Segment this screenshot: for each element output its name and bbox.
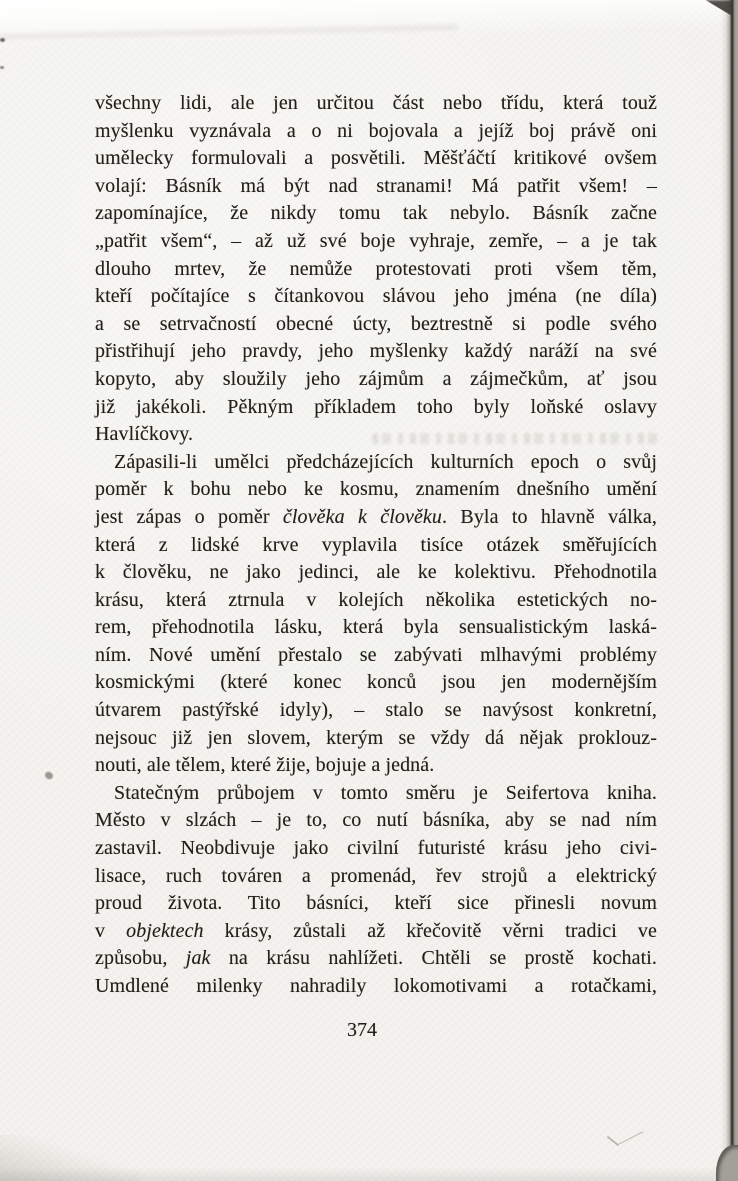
text-line (95, 945, 657, 973)
paper-speck (0, 66, 4, 69)
text-segment: kosmickými (které konec konců jsou jen modernějším (95, 671, 657, 694)
text-line (95, 918, 657, 946)
text-segment: Statečným průbojem v tomto směru je Seifertova kniha. (114, 781, 657, 804)
text-line (95, 504, 657, 532)
text-segment: . Byla to hlavně válka, (442, 505, 657, 528)
page-corner-bottom-right (716, 1145, 738, 1181)
text-segment: Havlíčkovy. (95, 423, 194, 446)
text-line (95, 725, 657, 753)
text-segment: nouti, ale tělem, které žije, bojuje a jedná. (95, 754, 435, 777)
text-segment: ním. Nové umění přestalo se zabývati mlhavými problémy (95, 643, 657, 666)
text-segment: zastavil. Neobdivuje jako civilní futuristé krásu jeho civi- (95, 837, 657, 860)
text-line (95, 118, 657, 146)
text-segment: na krásu nahlížeti. Chtěli se prostě kochati. (210, 947, 657, 970)
text-line (95, 780, 657, 808)
text-line (95, 173, 657, 201)
text-line (95, 559, 657, 587)
text-line (95, 614, 657, 642)
italic-text: jak (185, 947, 211, 970)
text-line (95, 642, 657, 670)
text-line (95, 394, 657, 422)
paper-speck (0, 38, 5, 42)
text-segment: všechny lidi, ale jen určitou část nebo třídu, která touž (95, 92, 657, 114)
text-segment: a se setrvačností obecné úcty, beztrestně si podle svého (95, 312, 657, 335)
text-segment: rem, přehodnotila lásku, která byla sensualistickým laská- (95, 616, 657, 639)
text-line (95, 256, 657, 284)
text-line (95, 807, 657, 835)
text-line (95, 366, 657, 394)
text-line (95, 890, 657, 918)
paper-speck (44, 771, 54, 780)
text-line (95, 669, 657, 697)
text-line (95, 697, 657, 725)
text-segment: způsobu, (95, 947, 186, 970)
text-segment: zapomínajíce, že nikdy tomu tak nebylo. Básník začne (95, 202, 657, 225)
page-curl-highlight (0, 0, 738, 50)
text-line (95, 752, 657, 780)
text-segment: proud života. Tito básníci, kteří sice přinesli novum (95, 892, 657, 915)
text-segment: nejsouc již jen slovem, kterým se vždy dá nějak proklouz- (95, 726, 657, 749)
italic-text: objektech (126, 919, 204, 942)
text-segment: volají: Básník má být nad stranami! Má patřit všem! – (95, 174, 657, 197)
text-line (95, 587, 657, 615)
text-line (95, 338, 657, 366)
text-segment: útvarem pastýřské idyly), – stalo se navýsost konkretní, (95, 699, 657, 722)
text-segment: myšlenku vyznávala a o ni bojovala a jejíž boj právě oni (95, 119, 657, 142)
page-edge-right (721, 0, 738, 1181)
text-line (95, 228, 657, 256)
text-segment: Město v slzách – je to, co nutí básníka, aby se nad ním (95, 809, 657, 832)
page-number: 374 (347, 1019, 377, 1041)
text-segment: přistřihují jeho pravdy, jeho myšlenky každý naráží na své (95, 340, 657, 363)
text-line (95, 835, 657, 863)
text-line (95, 532, 657, 560)
text-line (95, 90, 657, 118)
text-segment: v (95, 919, 127, 942)
text-segment: Umdlené milenky nahradily lokomotivami a rotačkami, (95, 975, 657, 997)
text-segment: jest zápas o poměr (95, 505, 283, 528)
text-segment: „patřit všem“, – až už své boje vyhraje, zemře, – a je tak (95, 229, 657, 252)
text-line (95, 449, 657, 477)
text-line (95, 200, 657, 228)
text-segment: kteří počítajíce s čítankovou slávou jeho jména (ne díla) (95, 285, 657, 308)
text-segment: kopyto, aby sloužily jeho zájmům a zájmečkům, ať jsou (95, 367, 657, 390)
text-line (95, 311, 657, 339)
text-line (95, 973, 657, 1001)
text-line (95, 476, 657, 504)
text-block (95, 90, 657, 1001)
bottom-left-shadow (0, 1135, 140, 1181)
text-segment: poměr k bohu nebo ke kosmu, znamením dnešního umění (95, 478, 657, 501)
text-segment: k člověku, ne jako jedinci, ale ke kolektivu. Přehodnotila (95, 561, 657, 584)
scratch-mark (616, 1131, 643, 1146)
text-line (95, 145, 657, 173)
text-segment: dlouho mrtev, že nemůže protestovati proti všem těm, (95, 257, 657, 280)
text-segment: umělecky formulovali a posvětili. Měšťáčtí kritikové ovšem (95, 147, 657, 170)
text-segment: krásy, zůstali až křečovitě věrni tradici ve (203, 919, 657, 942)
text-segment: krásu, která ztrnula v kolejích několika estetických no- (95, 588, 657, 611)
text-segment: která z lidské krve vyplavila tisíce otázek směřujících (95, 533, 657, 556)
italic-text: člověka k člověku (282, 505, 442, 528)
text-line (95, 863, 657, 891)
text-segment: již jakékoli. Pěkným příkladem toho byly loňské oslavy (95, 395, 657, 418)
text-segment: lisace, ruch továren a promenád, řev strojů a elektrický (95, 864, 657, 887)
text-line (95, 421, 657, 449)
text-segment: Zápasili-li umělci předcházejících kulturních epoch o svůj (114, 450, 657, 473)
text-line (95, 283, 657, 311)
